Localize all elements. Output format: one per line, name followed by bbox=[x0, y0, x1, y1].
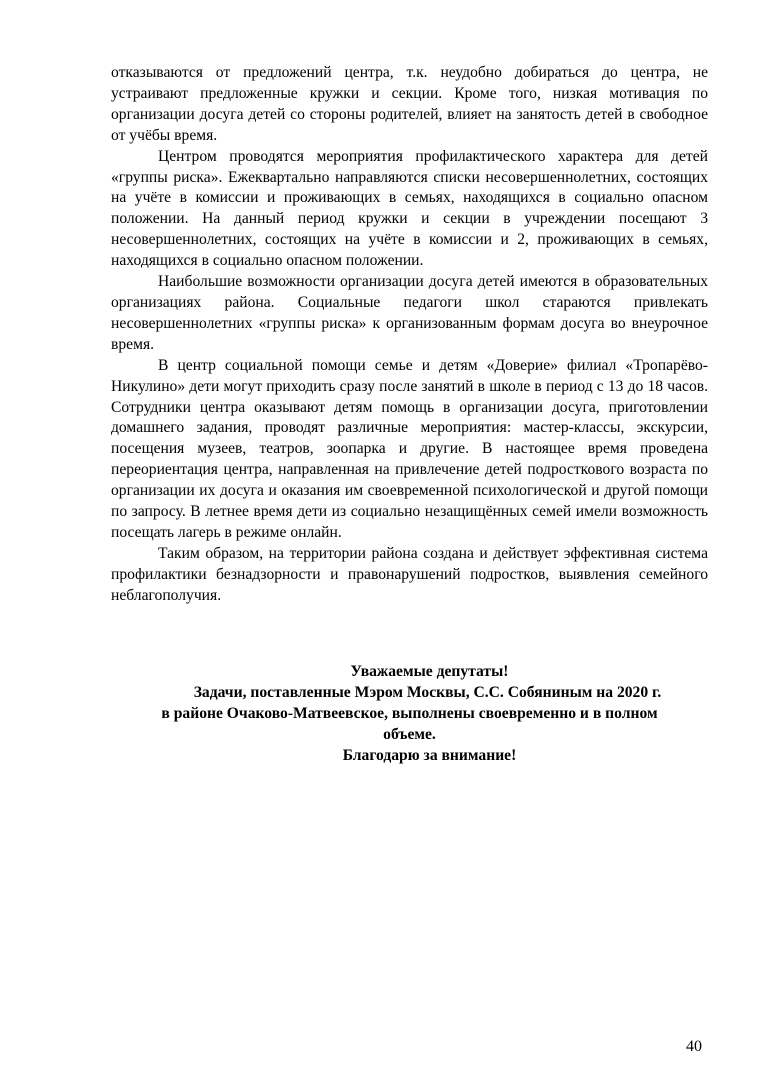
paragraph-trust-center: В центр социальной помощи семье и детям «Доверие» филиал «Тропарёво-Никулино» дети могут приходить сразу после занятий в школе в период с 13 до 18 часов. Сотрудники центра оказывают детям помощь в организации досуга, приготовлении домашнего задания, проводят различные мероприятия: мастер-классы, экскурсии, посещения музеев, театров, зоопарка и другие. В настоящее время проведена переориентация центра, направленная на привлечение детей подросткового возраста по организации их досуга и оказания им своевременной психологической и другой помощи по запросу. В летнее время дети из социально незащищённых семей имели возможность посещать лагерь в режиме онлайн. bbox=[111, 356, 708, 541]
body-text bbox=[111, 63, 708, 607]
paragraph-conclusion: Таким образом, на территории района создана и действует эффективная система профилактики безнадзорности и правонарушений подростков, выявления семейного неблагополучия. bbox=[111, 544, 708, 604]
closing-greeting: Уважаемые депутаты! bbox=[350, 663, 509, 680]
closing-volume-line: объеме. bbox=[383, 725, 436, 743]
closing-tasks-line: Задачи, поставленные Мэром Москвы, С.С. Собяниным на 2020 г. bbox=[193, 683, 662, 701]
paragraph-school-opportunities: Наибольшие возможности организации досуга детей имеются в образовательных организациях района. Социальные педагоги школ стараются привлекать несовершеннолетних «группы риска» к организованным формам досуга во внеурочное время. bbox=[111, 273, 708, 353]
closing-thanks: Благодарю за внимание! bbox=[342, 746, 517, 764]
paragraph-continuation: отказываются от предложений центра, т.к. неудобно добираться до центра, не устраивают предложенные кружки и секции. Кроме того, низкая мотивация по организации досуга детей со стороны родителей, влияет на занятость детей в свободное от учёбы время. bbox=[111, 64, 708, 144]
paragraph-preventive-measures: Центром проводятся мероприятия профилактического характера для детей «группы риска». Ежеквартально направляются списки несовершеннолетних, состоящих на учёте в комиссии и проживающих в семьях, находящихся в социально опасном положении. На данный период кружки и секции в учреждении посещают 3 несовершеннолетних, состоящих на учёте в комиссии и 2, проживающих в семьях, находящихся в социально опасном положении. bbox=[111, 147, 708, 270]
closing-address bbox=[111, 662, 708, 767]
page-number: 40 bbox=[686, 1038, 702, 1055]
closing-district-line: в районе Очаково-Матвеевское, выполнены своевременно и в полном bbox=[161, 704, 658, 722]
